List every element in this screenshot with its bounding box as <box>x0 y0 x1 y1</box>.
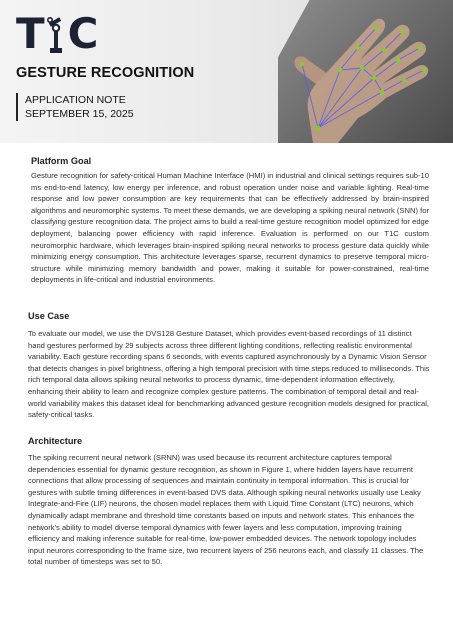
hand-landmark-illustration <box>278 0 453 143</box>
section-heading-use-case: Use Case <box>28 311 70 321</box>
section-heading-architecture: Architecture <box>28 436 83 446</box>
robot-arm-icon <box>45 14 67 54</box>
document-date: SEPTEMBER 15, 2025 <box>25 108 134 120</box>
page-title: GESTURE RECOGNITION <box>16 65 195 81</box>
section-body-platform-goal: Gesture recognition for safety-critical Human Machine Interface (HMI) in industrial and clinical settings requires sub-10 ms end-to-end latency, low energy per inference, and robust operation under noise and variable lighting. Real-time response and low power consumption are key requirements that can be effectively addressed by brain-inspired algorithms and neuromorphic systems. To meet these demands, we are developing a spiking neural network (SNN) for classifying gesture recognition data. The project aims to build a real-time gesture recognition model optimized for edge deployment, balancing power efficiency with rapid inference. Evaluation is performed on our T1C custom neuromorphic hardware, which leverages brain-inspired spiking neural networks to process gesture data quickly while minimizing energy consumption. This architecture leverages sparse, recurrent dynamics to preserve temporal micro-structure while minimizing memory bandwidth and power, making it suitable for power-constrained, real-time deployments in life-critical and industrial environments. <box>31 171 429 285</box>
logo-letter-t: T <box>16 9 44 58</box>
t1c-logo <box>16 9 98 58</box>
section-body-architecture: The spiking recurrent neural network (SRNN) was used because its recurrent architecture captures temporal dependencies essential for dynamic gesture recognition, as shown in Figure 1, where hidden layers have recurrent connections that allow processing of sequences and maintain continuity in temporal information. This is crucial for gestures with subtle timing differences in event-based DVS data. Although spiking neural networks usually use Leaky Integrate-and-Fire (LIF) neurons, the chosen model replaces them with Liquid Time Constant (LTC) neurons, which dynamically adapt membrane and threshold time constants based on inputs and network states. This enhances the network's ability to model diverse temporal dynamics with fewer layers and less computation, improving training efficiency and making inference suitable for real-time, low-power embedded devices. The network topology includes input neurons corresponding to the frame size, two recurrent layers of 256 neurons each, and classify 11 classes. The total number of timesteps was set to 50. <box>28 453 424 567</box>
document-type: APPLICATION NOTE <box>25 94 126 106</box>
section-heading-platform-goal: Platform Goal <box>31 156 92 166</box>
section-body-use-case: To evaluate our model, we use the DVS128 Gesture Dataset, which provides event-based recordings of 11 distinct hand gestures performed by 29 subjects across three different lighting conditions, reflecting realistic environmental variability. Each gesture recording spans 6 seconds, with events captured asynchronously by a Dynamic Vision Sensor that detects changes in pixel brightness, offering a high temporal precision with time steps reduced to milliseconds. This rich temporal data allows spiking neural networks to process dynamic, time-dependent information effectively, enhancing their ability to learn and recognize complex gesture patterns. The combination of temporal detail and real-world variability makes this dataset ideal for benchmarking advanced gesture recognition models designed for practical, safety-critical tasks. <box>28 329 430 420</box>
hand-landmark-photo <box>278 0 453 143</box>
logo-letter-c: C <box>67 9 98 58</box>
header-banner <box>0 0 453 143</box>
document-meta <box>16 93 134 121</box>
